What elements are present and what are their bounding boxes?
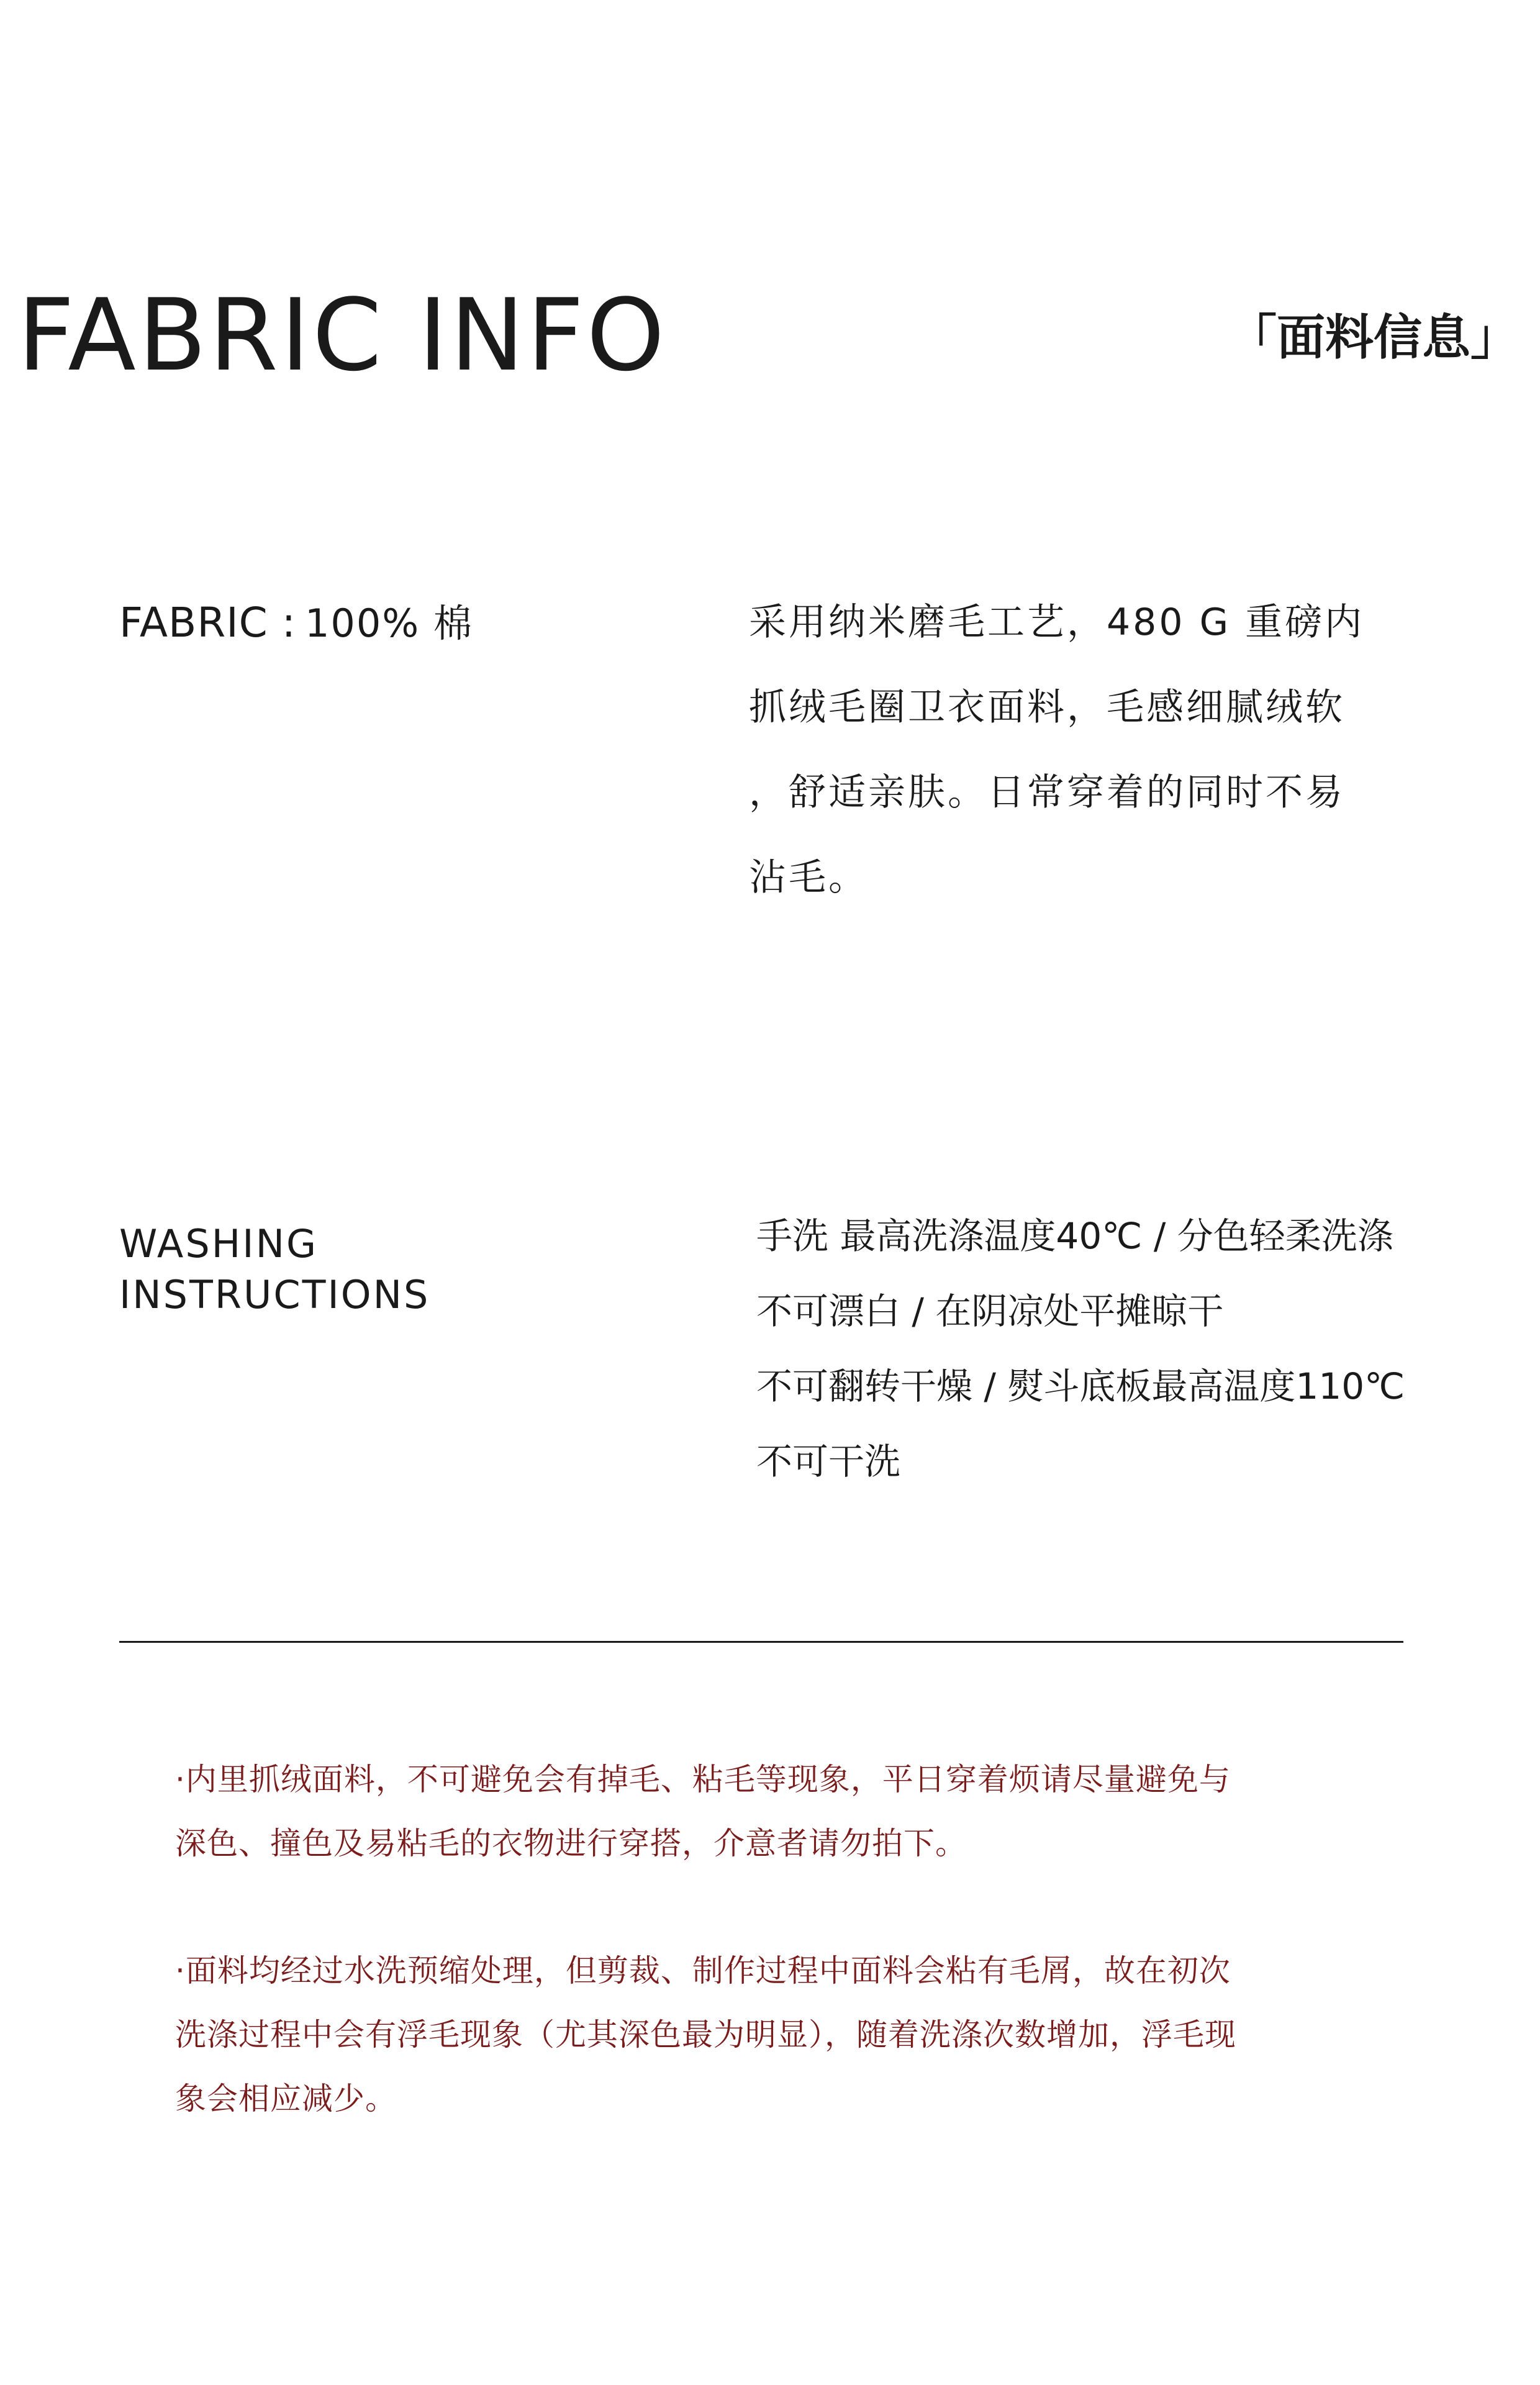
washing-label-line: INSTRUCTIONS xyxy=(119,1272,430,1317)
care-notes xyxy=(175,1763,1417,2194)
fabric-description xyxy=(749,601,1426,920)
fabric-description-line: 沾毛。 xyxy=(749,856,868,899)
section-divider xyxy=(119,1641,1403,1643)
care-note-line: 象会相应减少。 xyxy=(175,2081,397,2117)
washing-label-line: WASHING xyxy=(119,1221,319,1266)
fabric-label: FABRIC : xyxy=(119,599,296,647)
page-title: FABRIC INFO xyxy=(17,277,668,393)
washing-instruction-line: 不可翻转干燥 / 熨斗底板最高温度110℃ xyxy=(756,1365,1405,1407)
washing-instruction-line: 不可漂白 / 在阴凉处平摊晾干 xyxy=(756,1290,1224,1332)
fabric-value: 100% 棉 xyxy=(304,601,473,646)
care-note-line: 深色、撞色及易粘毛的衣物进行穿搭，介意者请勿拍下。 xyxy=(175,1825,967,1861)
care-note-line: ·内里抓绒面料，不可避免会有掉毛、粘毛等现象，平日穿着烦请尽量避免与 xyxy=(175,1761,1231,1797)
fabric-description-line: ，舒适亲肤。日常穿着的同时不易 xyxy=(749,771,1345,814)
care-note xyxy=(175,1748,1417,1876)
care-note-line: ·面料均经过水洗预缩处理，但剪裁、制作过程中面料会粘有毛屑，故在初次 xyxy=(175,1953,1231,1989)
fabric-label-row xyxy=(119,599,473,647)
washing-instruction-line: 不可干洗 xyxy=(756,1440,901,1483)
care-note-line: 洗涤过程中会有浮毛现象（尤其深色最为明显），随着洗涤次数增加，浮毛现 xyxy=(175,2017,1236,2053)
fabric-description-line: 抓绒毛圈卫衣面料，毛感细腻绒软 xyxy=(749,686,1345,729)
washing-instructions xyxy=(756,1216,1502,1499)
washing-instruction-line: 手洗 最高洗涤温度40℃ / 分色轻柔洗涤 xyxy=(756,1215,1393,1257)
page-subtitle-cn: 「面料信息」 xyxy=(1228,310,1519,366)
washing-label xyxy=(119,1219,430,1320)
fabric-description-line: 采用纳米磨毛工艺，480 G 重磅内 xyxy=(749,601,1365,644)
care-note xyxy=(175,1939,1417,2131)
